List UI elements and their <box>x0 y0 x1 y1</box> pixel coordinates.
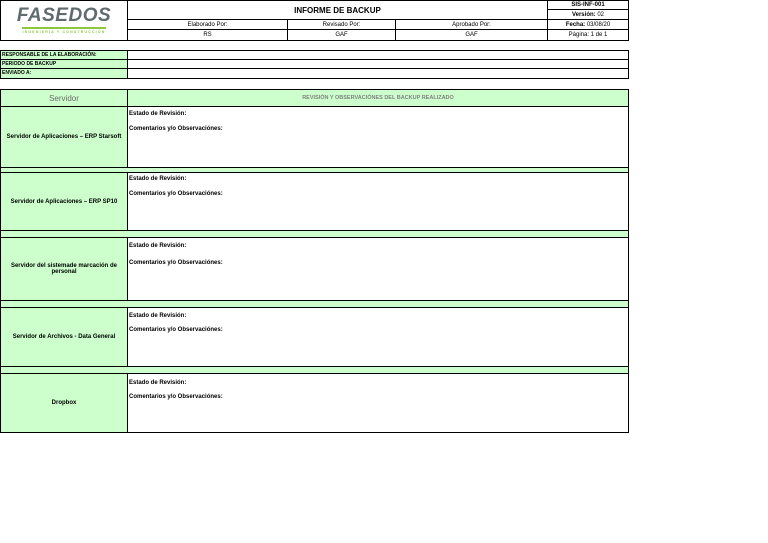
revisado-label: Revisado Por: <box>287 19 396 30</box>
server-name-4: Servidor de Archivos - Data General <box>0 307 128 367</box>
comentarios-label: Comentarios y/o Observaciónes: <box>129 260 223 266</box>
comentarios-label: Comentarios y/o Observaciónes: <box>129 191 223 197</box>
date-label: Fecha: <box>565 21 586 28</box>
review-cell-3[interactable] <box>127 237 629 301</box>
enviado-label: ENVIADO A: <box>0 68 128 79</box>
periodo-label: PERIODO DE BACKUP <box>0 59 128 69</box>
document-code: SIS-INF-001 <box>547 0 629 10</box>
revisado-value: GAF <box>287 29 396 41</box>
page-number: Página: 1 de 1 <box>547 29 629 41</box>
date-value: 03/08/20 <box>586 21 611 28</box>
estado-label: Estado de Revisión: <box>129 380 187 386</box>
column-header-server: Servidor <box>0 89 128 107</box>
server-name-3: Servidor del sistemade marcación de personal <box>0 237 128 301</box>
version-label: Versión: <box>571 11 596 18</box>
elaborado-label: Elaborado Por: <box>127 19 288 30</box>
review-cell-4[interactable] <box>127 307 629 367</box>
comentarios-label: Comentarios y/o Observaciónes: <box>129 327 223 333</box>
column-header-review: REVISIÓN Y OBSERVACIÓNES DEL BACKUP REALIZADO <box>127 89 629 107</box>
company-logo <box>12 6 116 36</box>
comentarios-label: Comentarios y/o Observaciónes: <box>129 126 223 132</box>
logo-tagline: INGENIERÍA Y CONSTRUCCIÓN <box>22 30 106 34</box>
logo-text: FASEDOS <box>16 5 112 26</box>
aprobado-value: GAF <box>395 29 548 41</box>
enviado-field[interactable] <box>127 68 629 79</box>
estado-label: Estado de Revisión: <box>129 313 187 319</box>
version-value: 02 <box>597 11 605 18</box>
estado-label: Estado de Revisión: <box>129 111 187 117</box>
review-cell-1[interactable] <box>127 106 629 168</box>
review-cell-2[interactable] <box>127 172 629 231</box>
estado-label: Estado de Revisión: <box>129 176 187 182</box>
comentarios-label: Comentarios y/o Observaciónes: <box>129 394 223 400</box>
estado-label: Estado de Revisión: <box>129 243 187 249</box>
server-name-1: Servidor de Aplicaciones – ERP Starsoft <box>0 106 128 168</box>
document-title: INFORME DE BACKUP <box>127 0 548 20</box>
review-cell-5[interactable] <box>127 373 629 433</box>
aprobado-label: Aprobado Por: <box>395 19 548 30</box>
server-name-2: Servidor de Aplicaciones – ERP SP10 <box>0 172 128 231</box>
elaborado-value: RS <box>127 29 288 41</box>
server-name-5: Dropbox <box>0 373 128 433</box>
responsable-label: RESPONSABLE DE LA ELABORACIÓN: <box>0 50 128 60</box>
